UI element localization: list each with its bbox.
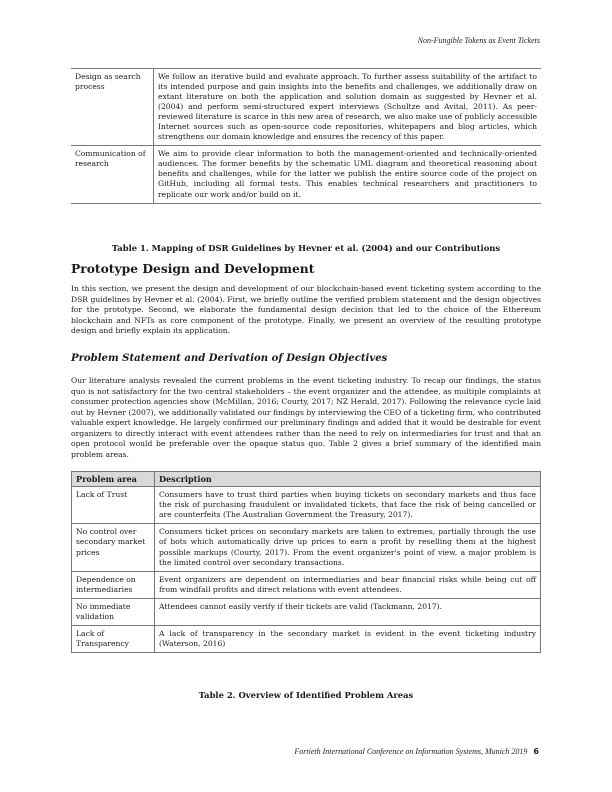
- contribution-cell: We aim to provide clear information to both the management-oriented and technically-oriented audiences. The former benefits by the schematic UML diagram and theoretical reasoning about benefits and challenges, while for the latter we publish the entire source code of the project on GitHub, including all formal tests. This enables technical researchers and practitioners to replicate our work and/or build on it.: [154, 146, 542, 203]
- description-cell: Event organizers are dependent on intermediaries and bear financial risks while being cut off from windfall profits and direct relations with event attendees.: [155, 571, 541, 598]
- table-row: [72, 571, 541, 598]
- table-row: [72, 487, 541, 524]
- problem-area-cell: Dependence on intermediaries: [72, 571, 155, 598]
- running-header: Non-Fungible Tokens as Event Tickets: [417, 36, 540, 45]
- table-header-row: [72, 472, 541, 487]
- problem-area-cell: Lack of Transparency: [72, 626, 155, 653]
- table-row: [72, 598, 541, 625]
- problem-area-cell: Lack of Trust: [72, 487, 155, 524]
- description-cell: Consumers have to trust third parties when buying tickets on secondary markets and thus face the risk of purchasing fraudulent or invalidated tickets, that face the risk of being cancelled or are counterfeits (The Australian Government the Treasury, 2017).: [155, 487, 541, 524]
- description-cell: Consumers ticket prices on secondary markets are taken to extremes, partially through the use of bots which automatically drive up prices to earn a profit by reselling them at the highest possible markups (Courty, 2017). From the event organizer's point of view, a major problem is the limited control over secondary transactions.: [155, 524, 541, 571]
- section-heading: Prototype Design and Development: [71, 261, 315, 276]
- subsection-heading: Problem Statement and Derivation of Design Objectives: [71, 353, 388, 364]
- subsection-paragraph: Our literature analysis revealed the current problems in the event ticketing industry. To recap our findings, the status quo is not satisfactory for the two central stakeholders – the event organizer and the attendee, as multiple complaints at consumer protection agencies show (McMillan, 2016; Courty, 2017; NZ Herald, 2017). Following the relevance cycle laid out by Hevner (2007), we additionally validated our findings by interviewing the CEO of a ticketing firm, who contributed valuable expert knowledge. He largely confirmed our preliminary findings and added that it would be desirable for event organizers to directly interact with event attendees rather than the need to rely on intermediaries for trust and that an open protocol would be preferable over the opaque status quo. Table 2 gives a brief summary of the identified main problem areas.: [71, 376, 541, 459]
- guideline-cell: Design as search process: [71, 69, 154, 146]
- column-header-problem-area: Problem area: [72, 472, 155, 487]
- table-row: [71, 146, 541, 203]
- table-row: [72, 626, 541, 653]
- problem-areas-table: [71, 471, 541, 653]
- problem-area-cell: No control over secondary market prices: [72, 524, 155, 571]
- table2-caption: Table 2. Overview of Identified Problem Areas: [198, 690, 414, 700]
- table-row: [71, 69, 541, 146]
- section-intro-paragraph: In this section, we present the design and development of our blockchain-based event ticketing system according to the DSR guidelines by Hevner et al. (2004). First, we briefly outline the verified problem statement and the design objectives for the prototype. Second, we elaborate the fundamental design decision that led to the choice of the Ethereum blockchain and NFTs as core component of the prototype. Finally, we present an overview of the resulting prototype design and briefly explain its application.: [71, 284, 541, 335]
- guideline-cell: Communication of research: [71, 146, 154, 203]
- problem-area-cell: No immediate validation: [72, 598, 155, 625]
- table1-caption: Table 1. Mapping of DSR Guidelines by Hevner et al. (2004) and our Contributions: [111, 243, 501, 253]
- contribution-cell: We follow an iterative build and evaluate approach. To further assess suitability of the artifact to its intended purpose and gain insights into the benefits and challenges, we additionally draw on extant literature on both the application and solution domain as suggested by Hevner et al. (2004) and perform semi-structured expert interviews (Schultze and Avital, 2011). As peer-reviewed literature is scarce in this new area of research, we also make use of publicly accessible Internet sources such as open-source code repositories, whitepapers and blog articles, which strengthens our domain knowledge and ensures the recency of this paper.: [154, 69, 542, 146]
- table-row: [72, 524, 541, 571]
- column-header-description: Description: [155, 472, 541, 487]
- page-footer: [294, 747, 539, 756]
- conference-name: Fortieth International Conference on Information Systems, Munich 2019: [294, 747, 528, 756]
- page-number: 6: [533, 747, 539, 756]
- description-cell: Attendees cannot easily verify if their tickets are valid (Tackmann, 2017).: [155, 598, 541, 625]
- dsr-guidelines-table: [71, 68, 541, 204]
- description-cell: A lack of transparency in the secondary market is evident in the event ticketing industry (Waterson, 2016): [155, 626, 541, 653]
